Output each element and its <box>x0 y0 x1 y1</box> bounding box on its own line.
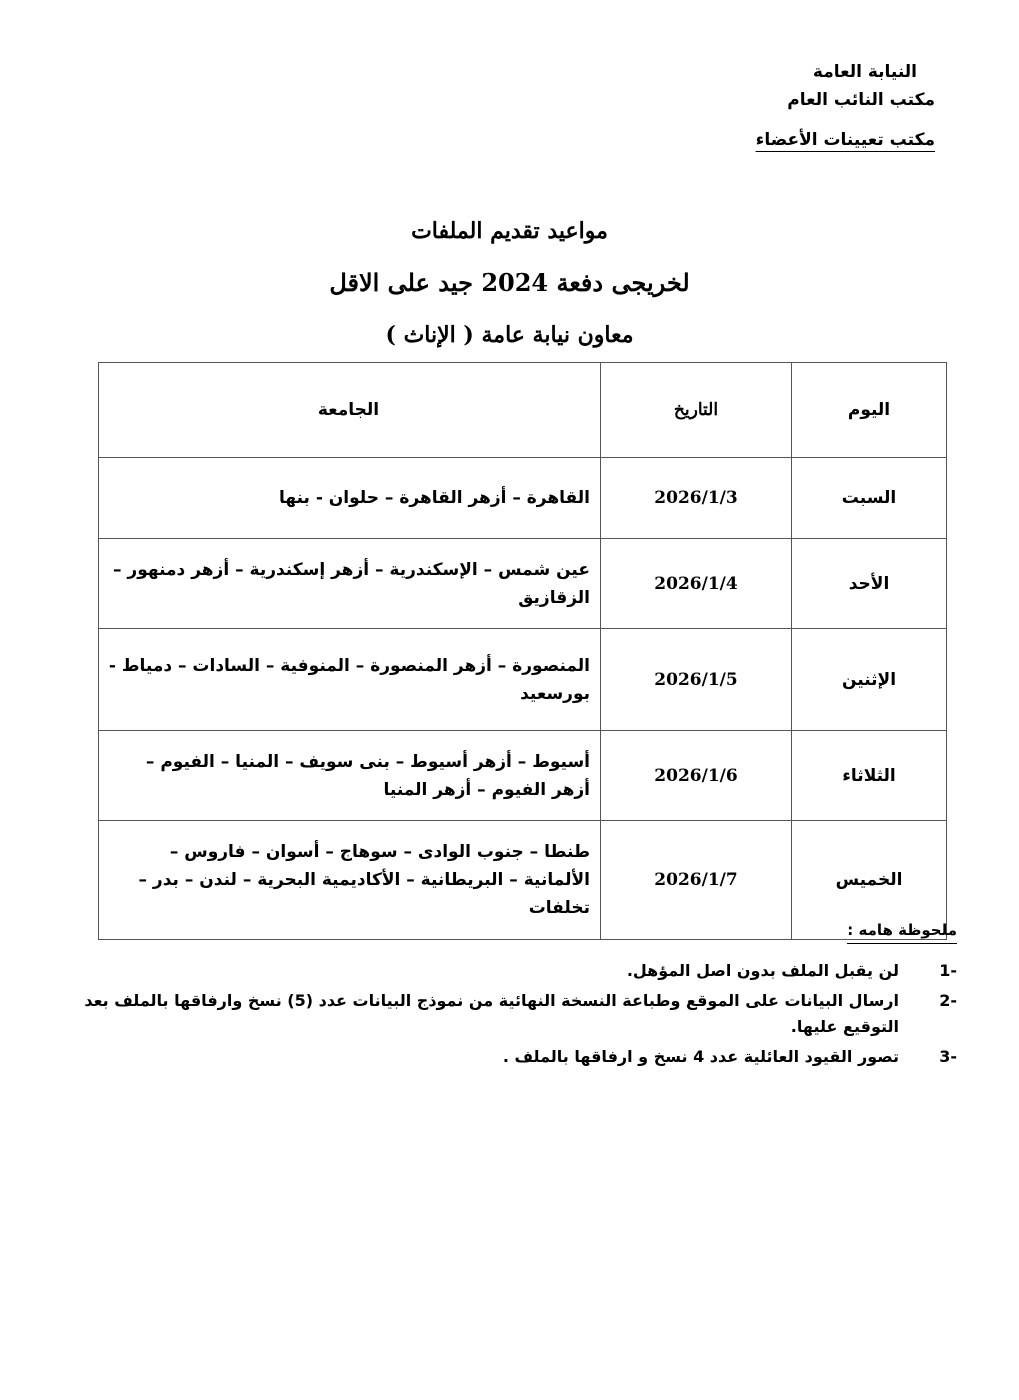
note-number: -2 <box>939 991 957 1010</box>
note-number: -3 <box>939 1047 957 1066</box>
note-text: تصور القيود العائلية عدد 4 نسخ و ارفاقها بالملف . <box>502 1047 899 1066</box>
row-date: 2026/1/3 <box>601 458 792 539</box>
header-line-appointments-office: مكتب تعيينات الأعضاء <box>755 130 935 150</box>
table-row <box>99 731 947 821</box>
notes-title: ملحوظة هامه : <box>847 921 957 944</box>
row-university: أسيوط – أزهر أسيوط – بنى سويف – المنيا – الفيوم – أزهر الفيوم – أزهر المنيا <box>99 731 601 821</box>
row-university: المنصورة – أزهر المنصورة – المنوفية – السادات – دمياط - بورسعيد <box>99 629 601 731</box>
row-date: 2026/1/6 <box>601 731 792 821</box>
header-line-attorney-general-office: مكتب النائب العام <box>787 90 935 110</box>
row-day: السبت <box>792 458 947 539</box>
row-day: الخميس <box>792 821 947 940</box>
schedule-table <box>98 362 947 940</box>
row-date: 2026/1/4 <box>601 539 792 629</box>
document-subtitle-class: لخريجى دفعة 2024 جيد على الاقل <box>329 268 690 297</box>
table-row <box>99 629 947 731</box>
table-row <box>99 458 947 539</box>
list-item <box>57 958 957 984</box>
header-line-public-prosecution: النيابة العامة <box>812 62 917 82</box>
row-university: القاهرة – أزهر القاهرة – حلوان - بنها <box>99 458 601 539</box>
document-subtitle-position: معاون نيابة عامة ( الإناث ) <box>385 322 634 348</box>
notes-list <box>57 958 957 1070</box>
note-text: لن يقبل الملف بدون اصل المؤهل. <box>626 961 899 980</box>
row-day: الأحد <box>792 539 947 629</box>
table-header-row <box>99 363 947 458</box>
table-row <box>99 539 947 629</box>
row-university: عين شمس – الإسكندرية – أزهر إسكندرية – أزهر دمنهور – الزقازيق <box>99 539 601 629</box>
row-date: 2026/1/5 <box>601 629 792 731</box>
header-university: الجامعة <box>99 363 601 458</box>
notes-section <box>57 920 957 1074</box>
header-day: اليوم <box>792 363 947 458</box>
list-item <box>57 988 957 1040</box>
note-text: ارسال البيانات على الموقع وطباعة النسخة النهائية من نموذج البيانات عدد (5) نسخ وارفاقها بالملف بعد التوقيع عليها. <box>84 991 899 1036</box>
row-day: الثلاثاء <box>792 731 947 821</box>
note-number: -1 <box>939 961 957 980</box>
row-date: 2026/1/7 <box>601 821 792 940</box>
row-day: الإثنين <box>792 629 947 731</box>
header-date: التاريخ <box>601 363 792 458</box>
document-title: مواعيد تقديم الملفات <box>411 218 608 244</box>
list-item <box>57 1044 957 1070</box>
row-university: طنطا – جنوب الوادى – سوهاج – أسوان – فاروس – الألمانية – البريطانية – الأكاديمية البحرية – لندن – بدر – تخلفات <box>99 821 601 940</box>
document-header <box>756 58 935 154</box>
